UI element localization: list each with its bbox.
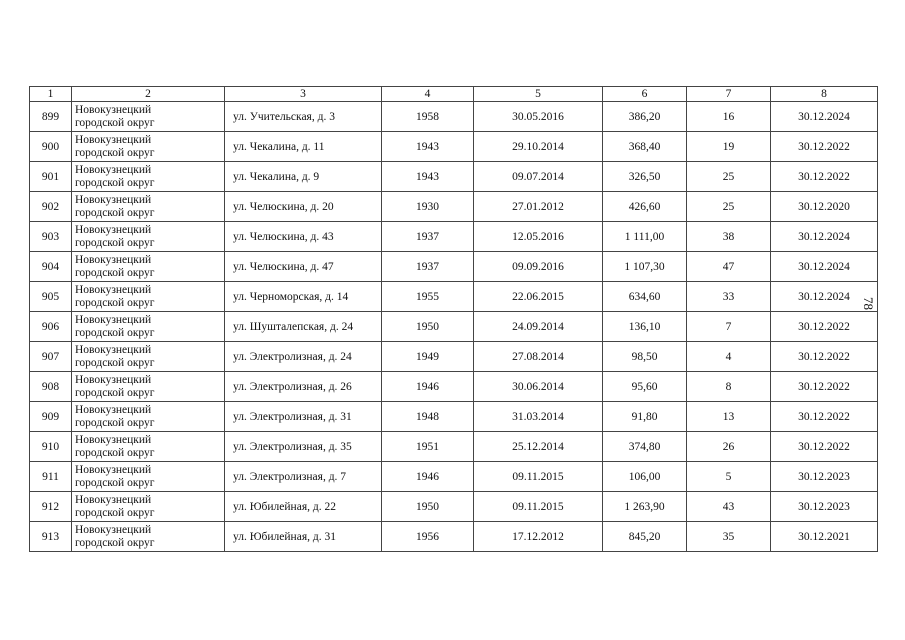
inspection-date-cell: 12.05.2016 — [474, 222, 603, 252]
column-header: 2 — [72, 87, 225, 102]
address-cell: ул. Электролизная, д. 24 — [225, 342, 382, 372]
area-cell: 1 263,90 — [603, 492, 687, 522]
area-cell: 106,00 — [603, 462, 687, 492]
construction-year-cell: 1958 — [382, 102, 474, 132]
residents-count-cell: 5 — [687, 462, 771, 492]
area-cell: 136,10 — [603, 312, 687, 342]
table-row — [30, 432, 878, 462]
municipality-cell: Новокузнецкий городской округ — [72, 462, 225, 492]
table-row — [30, 192, 878, 222]
row-number-cell: 903 — [30, 222, 72, 252]
inspection-date-cell: 09.07.2014 — [474, 162, 603, 192]
construction-year-cell: 1950 — [382, 492, 474, 522]
address-cell: ул. Электролизная, д. 31 — [225, 402, 382, 432]
inspection-date-cell: 27.01.2012 — [474, 192, 603, 222]
deadline-date-cell: 30.12.2024 — [771, 102, 878, 132]
municipality-cell: Новокузнецкий городской округ — [72, 282, 225, 312]
deadline-date-cell: 30.12.2022 — [771, 132, 878, 162]
area-cell: 845,20 — [603, 522, 687, 552]
residents-count-cell: 7 — [687, 312, 771, 342]
column-header: 8 — [771, 87, 878, 102]
row-number-cell: 905 — [30, 282, 72, 312]
inspection-date-cell: 09.11.2015 — [474, 462, 603, 492]
deadline-date-cell: 30.12.2023 — [771, 462, 878, 492]
residents-count-cell: 8 — [687, 372, 771, 402]
residents-count-cell: 25 — [687, 162, 771, 192]
municipality-cell: Новокузнецкий городской округ — [72, 492, 225, 522]
column-header: 3 — [225, 87, 382, 102]
table-row — [30, 102, 878, 132]
column-header: 5 — [474, 87, 603, 102]
deadline-date-cell: 30.12.2020 — [771, 192, 878, 222]
municipality-cell: Новокузнецкий городской округ — [72, 312, 225, 342]
table-row — [30, 312, 878, 342]
area-cell: 98,50 — [603, 342, 687, 372]
page-number: 78 — [861, 297, 876, 310]
area-cell: 1 111,00 — [603, 222, 687, 252]
address-cell: ул. Челюскина, д. 43 — [225, 222, 382, 252]
municipality-cell: Новокузнецкий городской округ — [72, 432, 225, 462]
column-header: 6 — [603, 87, 687, 102]
address-cell: ул. Чекалина, д. 11 — [225, 132, 382, 162]
row-number-cell: 913 — [30, 522, 72, 552]
address-cell: ул. Юбилейная, д. 22 — [225, 492, 382, 522]
area-cell: 1 107,30 — [603, 252, 687, 282]
deadline-date-cell: 30.12.2024 — [771, 252, 878, 282]
construction-year-cell: 1949 — [382, 342, 474, 372]
construction-year-cell: 1950 — [382, 312, 474, 342]
housing-table — [29, 86, 878, 552]
deadline-date-cell: 30.12.2022 — [771, 342, 878, 372]
table-row — [30, 402, 878, 432]
address-cell: ул. Электролизная, д. 35 — [225, 432, 382, 462]
municipality-cell: Новокузнецкий городской округ — [72, 102, 225, 132]
inspection-date-cell: 29.10.2014 — [474, 132, 603, 162]
column-header: 4 — [382, 87, 474, 102]
municipality-cell: Новокузнецкий городской округ — [72, 192, 225, 222]
row-number-cell: 900 — [30, 132, 72, 162]
inspection-date-cell: 27.08.2014 — [474, 342, 603, 372]
residents-count-cell: 26 — [687, 432, 771, 462]
area-cell: 374,80 — [603, 432, 687, 462]
row-number-cell: 909 — [30, 402, 72, 432]
inspection-date-cell: 22.06.2015 — [474, 282, 603, 312]
deadline-date-cell: 30.12.2023 — [771, 492, 878, 522]
inspection-date-cell: 30.06.2014 — [474, 372, 603, 402]
area-cell: 368,40 — [603, 132, 687, 162]
row-number-cell: 908 — [30, 372, 72, 402]
deadline-date-cell: 30.12.2024 — [771, 282, 878, 312]
construction-year-cell: 1948 — [382, 402, 474, 432]
table-row — [30, 492, 878, 522]
municipality-cell: Новокузнецкий городской округ — [72, 522, 225, 552]
deadline-date-cell: 30.12.2022 — [771, 162, 878, 192]
residents-count-cell: 43 — [687, 492, 771, 522]
municipality-cell: Новокузнецкий городской округ — [72, 402, 225, 432]
construction-year-cell: 1937 — [382, 252, 474, 282]
area-cell: 91,80 — [603, 402, 687, 432]
table-row — [30, 162, 878, 192]
address-cell: ул. Челюскина, д. 47 — [225, 252, 382, 282]
municipality-cell: Новокузнецкий городской округ — [72, 342, 225, 372]
municipality-cell: Новокузнецкий городской округ — [72, 162, 225, 192]
residents-count-cell: 35 — [687, 522, 771, 552]
construction-year-cell: 1951 — [382, 432, 474, 462]
address-cell: ул. Челюскина, д. 20 — [225, 192, 382, 222]
table-row — [30, 342, 878, 372]
address-cell: ул. Учительская, д. 3 — [225, 102, 382, 132]
area-cell: 95,60 — [603, 372, 687, 402]
deadline-date-cell: 30.12.2022 — [771, 402, 878, 432]
deadline-date-cell: 30.12.2024 — [771, 222, 878, 252]
residents-count-cell: 25 — [687, 192, 771, 222]
column-number-row — [30, 87, 878, 102]
row-number-cell: 904 — [30, 252, 72, 282]
address-cell: ул. Юбилейная, д. 31 — [225, 522, 382, 552]
address-cell: ул. Чекалина, д. 9 — [225, 162, 382, 192]
row-number-cell: 907 — [30, 342, 72, 372]
inspection-date-cell: 30.05.2016 — [474, 102, 603, 132]
column-header: 7 — [687, 87, 771, 102]
deadline-date-cell: 30.12.2021 — [771, 522, 878, 552]
table-body — [30, 102, 878, 552]
construction-year-cell: 1946 — [382, 462, 474, 492]
municipality-cell: Новокузнецкий городской округ — [72, 372, 225, 402]
inspection-date-cell: 09.11.2015 — [474, 492, 603, 522]
municipality-cell: Новокузнецкий городской округ — [72, 132, 225, 162]
row-number-cell: 910 — [30, 432, 72, 462]
residents-count-cell: 38 — [687, 222, 771, 252]
address-cell: ул. Электролизная, д. 7 — [225, 462, 382, 492]
inspection-date-cell: 17.12.2012 — [474, 522, 603, 552]
residents-count-cell: 16 — [687, 102, 771, 132]
row-number-cell: 906 — [30, 312, 72, 342]
table-row — [30, 522, 878, 552]
area-cell: 634,60 — [603, 282, 687, 312]
row-number-cell: 901 — [30, 162, 72, 192]
deadline-date-cell: 30.12.2022 — [771, 432, 878, 462]
inspection-date-cell: 09.09.2016 — [474, 252, 603, 282]
construction-year-cell: 1946 — [382, 372, 474, 402]
residents-count-cell: 47 — [687, 252, 771, 282]
column-header: 1 — [30, 87, 72, 102]
row-number-cell: 911 — [30, 462, 72, 492]
construction-year-cell: 1956 — [382, 522, 474, 552]
residents-count-cell: 4 — [687, 342, 771, 372]
construction-year-cell: 1930 — [382, 192, 474, 222]
residents-count-cell: 33 — [687, 282, 771, 312]
row-number-cell: 912 — [30, 492, 72, 522]
table-row — [30, 462, 878, 492]
inspection-date-cell: 24.09.2014 — [474, 312, 603, 342]
table-row — [30, 132, 878, 162]
deadline-date-cell: 30.12.2022 — [771, 312, 878, 342]
construction-year-cell: 1937 — [382, 222, 474, 252]
table-row — [30, 372, 878, 402]
residents-count-cell: 19 — [687, 132, 771, 162]
table-row — [30, 252, 878, 282]
construction-year-cell: 1943 — [382, 162, 474, 192]
area-cell: 326,50 — [603, 162, 687, 192]
inspection-date-cell: 31.03.2014 — [474, 402, 603, 432]
table-row — [30, 282, 878, 312]
area-cell: 386,20 — [603, 102, 687, 132]
construction-year-cell: 1943 — [382, 132, 474, 162]
municipality-cell: Новокузнецкий городской округ — [72, 252, 225, 282]
residents-count-cell: 13 — [687, 402, 771, 432]
row-number-cell: 899 — [30, 102, 72, 132]
table-row — [30, 222, 878, 252]
inspection-date-cell: 25.12.2014 — [474, 432, 603, 462]
area-cell: 426,60 — [603, 192, 687, 222]
address-cell: ул. Черноморская, д. 14 — [225, 282, 382, 312]
municipality-cell: Новокузнецкий городской округ — [72, 222, 225, 252]
construction-year-cell: 1955 — [382, 282, 474, 312]
deadline-date-cell: 30.12.2022 — [771, 372, 878, 402]
address-cell: ул. Электролизная, д. 26 — [225, 372, 382, 402]
address-cell: ул. Шушталепская, д. 24 — [225, 312, 382, 342]
row-number-cell: 902 — [30, 192, 72, 222]
